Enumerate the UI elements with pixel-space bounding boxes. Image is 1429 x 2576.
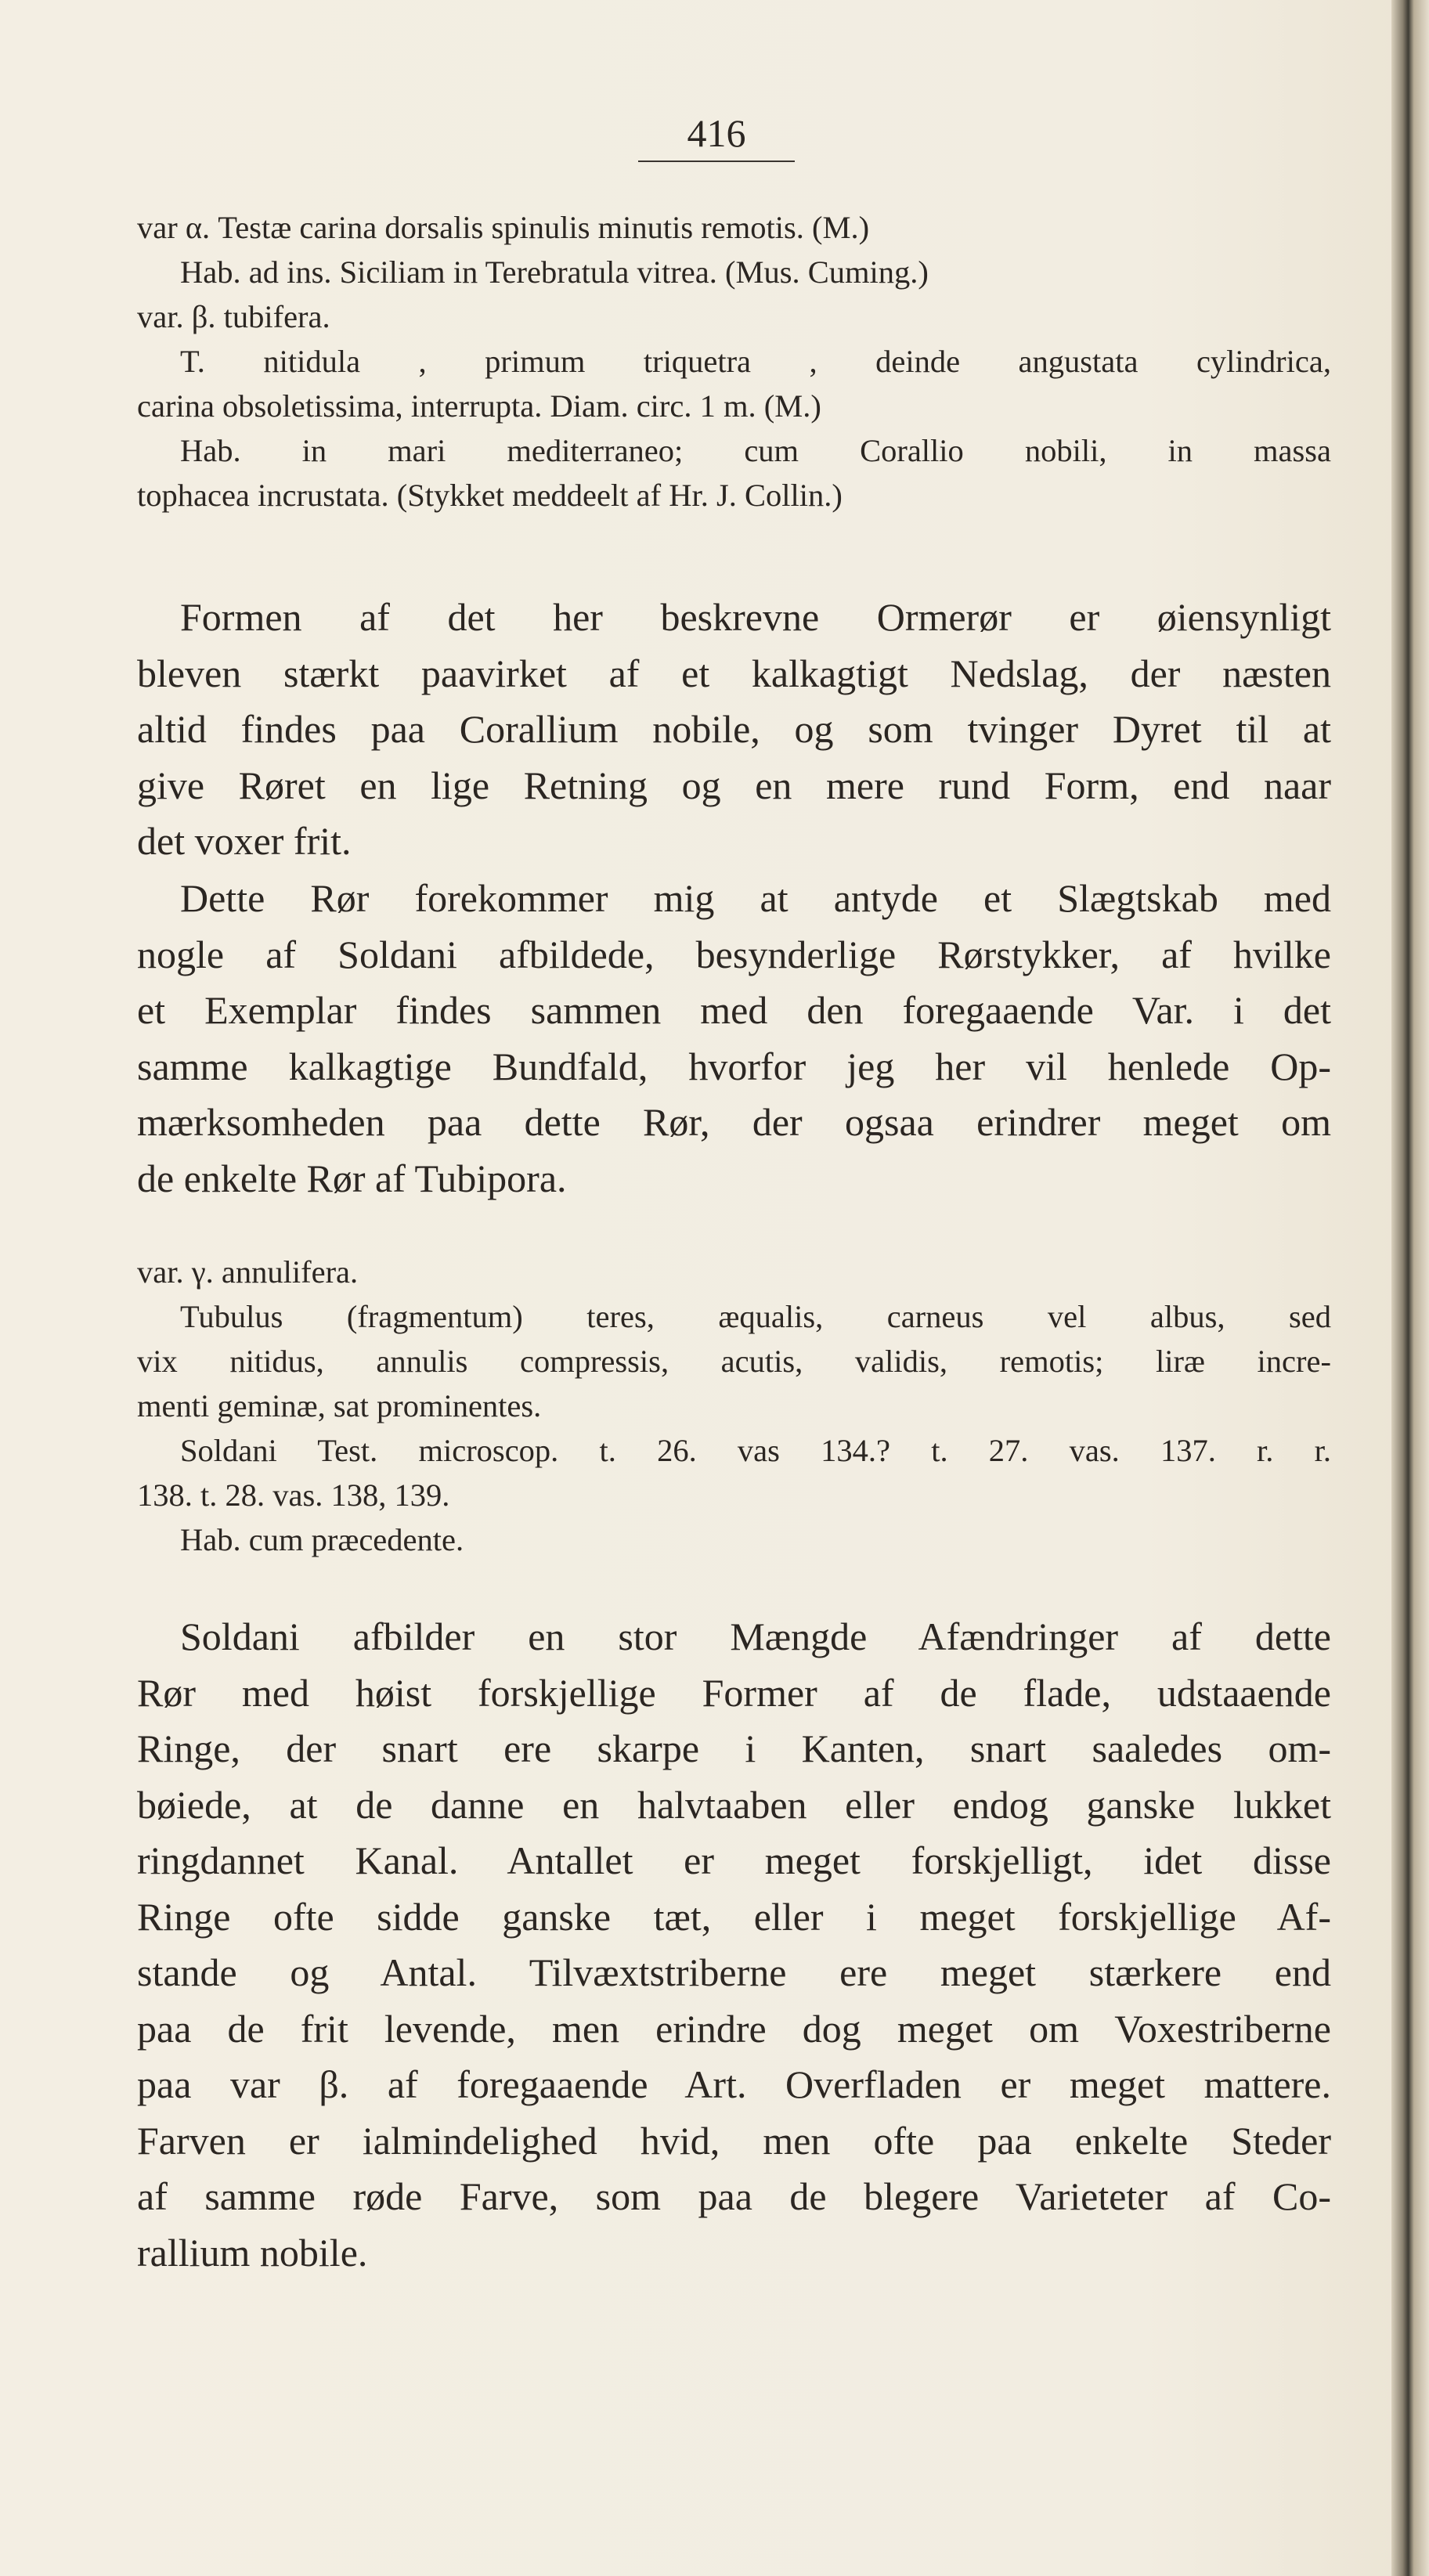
text-line: Dette Rør forekommer mig at antyde et Slægtskab med [180, 876, 1331, 920]
text-line: nogle af Soldani afbildede, besynderlige Rørstykker, af hvilke [137, 932, 1331, 976]
text-line: tophacea incrustata. (Stykket meddeelt af Hr. J. Collin.) [137, 478, 843, 513]
binding-edge [1391, 0, 1429, 2576]
text-line: var α. Testæ carina dorsalis spinulis minutis remotis. (M.) [137, 210, 870, 245]
paragraph-1 [137, 590, 1331, 870]
varieties-block-1 [137, 205, 1331, 518]
page-number: 416 [687, 111, 746, 155]
text-line: menti geminæ, sat prominentes. [137, 1388, 542, 1423]
text-line: Ringe, der snart ere skarpe i Kanten, snart saaledes om- [137, 1726, 1331, 1770]
varieties-block-2 [137, 1250, 1331, 1562]
text-line: Ringe ofte sidde ganske tæt, eller i meget forskjellige Af- [137, 1894, 1331, 1939]
text-line: af samme røde Farve, som paa de blegere Varieteter af Co- [137, 2174, 1331, 2218]
page-number-rule [638, 161, 795, 162]
paragraph-2 [137, 871, 1331, 1207]
text-line: Soldani afbilder en stor Mængde Afændringer af dette [180, 1615, 1331, 1658]
text-line: det voxer frit. [137, 819, 352, 863]
text-line: Farven er ialmindelighed hvid, men ofte paa enkelte Steder [137, 2118, 1331, 2163]
text-line: paa var β. af foregaaende Art. Overfladen er meget mattere. [137, 2062, 1331, 2106]
text-line: give Røret en lige Retning og en mere rund Form, end naar [137, 763, 1331, 807]
text-line: vix nitidus, annulis compressis, acutis, validis, remotis; liræ incre- [137, 1344, 1331, 1379]
text-line: 138. t. 28. vas. 138, 139. [137, 1477, 450, 1513]
text-line: Tubulus (fragmentum) teres, æqualis, carneus vel albus, sed [180, 1299, 1331, 1334]
text-line: var. γ. annulifera. [137, 1254, 359, 1290]
text-line: Rør med høist forskjellige Former af de flade, udstaaende [137, 1670, 1331, 1715]
text-line: Formen af det her beskrevne Ormerør er øiensynligt [180, 595, 1331, 639]
text-line: altid findes paa Corallium nobile, og som tvinger Dyret til at [137, 707, 1331, 751]
text-line: de enkelte Rør af Tubipora. [137, 1156, 567, 1200]
text-line: Soldani Test. microscop. t. 26. vas 134.? t. 27. vas. 137. r. r. [180, 1433, 1331, 1468]
paragraph-3 [137, 1609, 1331, 2281]
text-line: Hab. ad ins. Siciliam in Terebratula vitrea. (Mus. Cuming.) [180, 254, 929, 290]
text-line: rallium nobile. [137, 2230, 368, 2275]
text-line: Hab. cum præcedente. [180, 1522, 464, 1557]
text-line: var. β. tubifera. [137, 299, 330, 334]
text-line: bøiede, at de danne en halvtaaben eller endog ganske lukket [137, 1782, 1331, 1827]
text-line: mærksomheden paa dette Rør, der ogsaa erindrer meget om [137, 1100, 1331, 1144]
text-line: Hab. in mari mediterraneo; cum Corallio nobili, in massa [180, 433, 1331, 468]
text-line: stande og Antal. Tilvæxtstriberne ere meget stærkere end [137, 1950, 1331, 1994]
text-line: et Exemplar findes sammen med den foregaaende Var. i det [137, 988, 1331, 1032]
text-line: ringdannet Kanal. Antallet er meget forskjelligt, idet disse [137, 1838, 1331, 1882]
text-line: paa de frit levende, men erindre dog meget om Voxestriberne [137, 2006, 1331, 2051]
text-line: bleven stærkt paavirket af et kalkagtigt Nedslag, der næsten [137, 651, 1331, 695]
text-line: samme kalkagtige Bundfald, hvorfor jeg her vil henlede Op- [137, 1044, 1331, 1088]
text-line: T. nitidula , primum triquetra , deinde angustata cylindrica, [180, 344, 1331, 379]
text-line: carina obsoletissima, interrupta. Diam. circ. 1 m. (M.) [137, 388, 821, 424]
